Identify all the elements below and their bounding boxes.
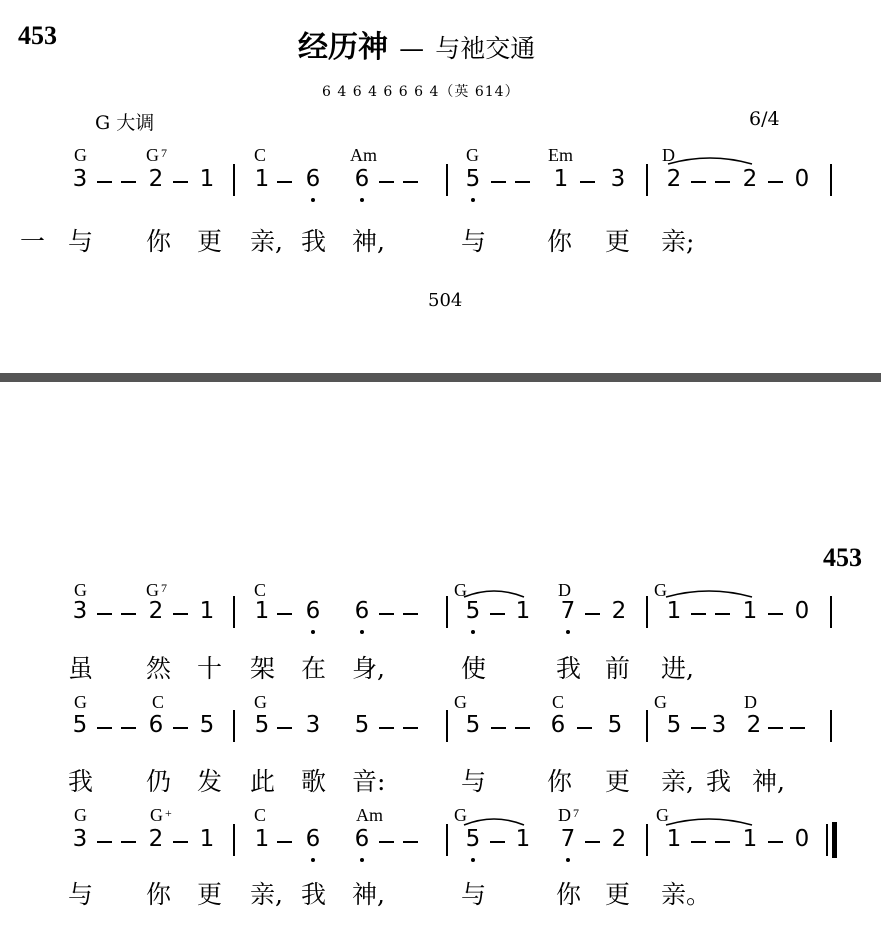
lyric: 前	[605, 654, 631, 683]
chord-symbol: G $^7$	[146, 145, 167, 165]
lyric: 你	[547, 767, 573, 796]
tie-arc	[664, 813, 756, 827]
lyric: 与	[68, 880, 94, 909]
dash	[403, 727, 418, 729]
chord-symbol: G	[454, 692, 467, 712]
dash	[97, 841, 112, 843]
dash	[691, 727, 706, 729]
lyric: 神,	[352, 880, 385, 909]
chord-symbol: Am	[356, 805, 383, 825]
dash	[97, 181, 112, 183]
lyric: 亲,	[250, 227, 283, 256]
lyric: 你	[146, 880, 172, 909]
low-octave-dot	[471, 198, 475, 202]
barline	[446, 164, 448, 196]
note: 3	[72, 826, 88, 852]
note: 5	[354, 712, 370, 738]
low-octave-dot	[360, 630, 364, 634]
note: 1	[254, 826, 270, 852]
note: 5	[465, 166, 481, 192]
note: 1	[742, 598, 758, 624]
note: 6	[354, 598, 370, 624]
barline	[830, 596, 832, 628]
low-octave-dot	[311, 198, 315, 202]
note: 0	[794, 598, 810, 624]
low-octave-dot	[471, 858, 475, 862]
barline	[233, 710, 235, 742]
lyric: 你	[556, 880, 582, 909]
note: 3	[305, 712, 321, 738]
dash	[715, 613, 730, 615]
dash	[403, 841, 418, 843]
dash	[121, 613, 136, 615]
note: 2	[742, 166, 758, 192]
lyric: 更	[605, 880, 631, 909]
chord-symbol: G	[74, 692, 87, 712]
lyric: 我	[706, 767, 732, 796]
title-separator: —	[399, 34, 425, 63]
low-octave-dot	[311, 630, 315, 634]
chord-symbol: G	[656, 805, 669, 825]
time-signature: 6/4	[749, 108, 780, 130]
chord-symbol: G $^7$	[146, 580, 167, 600]
dash	[277, 841, 292, 843]
low-octave-dot	[471, 630, 475, 634]
dash	[515, 727, 530, 729]
dash	[585, 613, 600, 615]
barline	[233, 824, 235, 856]
final-barline-thick	[832, 822, 837, 858]
dash	[768, 727, 783, 729]
dash	[379, 841, 394, 843]
chord-symbol: G	[454, 580, 467, 600]
dash	[97, 727, 112, 729]
lyric: 亲。	[661, 880, 712, 909]
note: 1	[254, 166, 270, 192]
chord-symbol: C	[254, 805, 267, 825]
dash	[173, 841, 188, 843]
dash	[691, 841, 706, 843]
dash	[715, 841, 730, 843]
dash	[379, 727, 394, 729]
dash	[790, 727, 805, 729]
low-octave-dot	[566, 858, 570, 862]
dash	[403, 613, 418, 615]
low-octave-dot	[566, 630, 570, 634]
lyric: 与	[461, 227, 487, 256]
tie-arc	[666, 152, 756, 166]
note: 7	[560, 826, 576, 852]
lyric: 亲,	[250, 880, 283, 909]
note: 2	[148, 166, 164, 192]
page-divider	[0, 373, 881, 382]
note: 1	[199, 166, 215, 192]
note: 1	[666, 598, 682, 624]
lyric: 进,	[661, 654, 694, 683]
dash	[515, 181, 530, 183]
chord-symbol: Em	[548, 145, 573, 165]
meter-line: 6 4 6 4 6 6 6 4（英 614）	[322, 84, 520, 100]
dash	[580, 181, 595, 183]
dash	[173, 181, 188, 183]
lyric: 与	[68, 227, 94, 256]
chord-symbol: G	[74, 580, 87, 600]
lyric: 神,	[352, 227, 385, 256]
lyric: 架	[250, 654, 276, 683]
lyric: 音:	[352, 767, 386, 796]
tie-arc	[664, 585, 756, 599]
chord-symbol: G	[454, 805, 467, 825]
chord-symbol: C	[254, 145, 267, 165]
note: 7	[560, 598, 576, 624]
note: 1	[515, 826, 531, 852]
note: 6	[305, 826, 321, 852]
chord-symbol: G	[466, 145, 479, 165]
chord-symbol: G	[654, 580, 667, 600]
dash	[379, 181, 394, 183]
barline	[646, 596, 648, 628]
chord-symbol: C	[552, 692, 565, 712]
barline	[830, 164, 832, 196]
note: 5	[465, 598, 481, 624]
dash	[768, 613, 783, 615]
lyric: 与	[461, 767, 487, 796]
note: 3	[72, 598, 88, 624]
note: 2	[148, 598, 164, 624]
lyric: 神,	[752, 767, 785, 796]
note: 5	[465, 826, 481, 852]
lyric: 在	[301, 654, 327, 683]
barline	[446, 710, 448, 742]
barline	[233, 164, 235, 196]
dash	[490, 841, 505, 843]
note: 0	[794, 826, 810, 852]
note: 1	[515, 598, 531, 624]
dash	[379, 613, 394, 615]
note: 1	[666, 826, 682, 852]
lyric: 你	[146, 227, 172, 256]
barline	[646, 824, 648, 856]
page-number: 504	[428, 290, 463, 311]
note: 6	[550, 712, 566, 738]
hymn-number: 453	[18, 21, 57, 50]
note: 5	[254, 712, 270, 738]
key-signature: G 大调	[95, 112, 155, 134]
lyric: 更	[605, 227, 631, 256]
lyric: 我	[301, 880, 327, 909]
lyric: 使	[461, 654, 487, 683]
low-octave-dot	[360, 198, 364, 202]
lyric: 我	[68, 767, 94, 796]
barline	[830, 710, 832, 742]
note: 6	[305, 598, 321, 624]
note: 1	[199, 826, 215, 852]
note: 2	[148, 826, 164, 852]
dash	[121, 181, 136, 183]
lyric: 你	[547, 227, 573, 256]
chord-symbol: G	[254, 692, 267, 712]
lyric: 亲,	[661, 767, 694, 796]
lyric: 虽	[68, 654, 94, 683]
note: 2	[611, 598, 627, 624]
note: 1	[199, 598, 215, 624]
dash	[277, 727, 292, 729]
dash	[173, 613, 188, 615]
note: 6	[354, 826, 370, 852]
dash	[491, 181, 506, 183]
barline	[233, 596, 235, 628]
dash	[277, 613, 292, 615]
dash	[768, 181, 783, 183]
hymn-title	[298, 22, 535, 66]
low-octave-dot	[360, 858, 364, 862]
chord-symbol: G	[74, 805, 87, 825]
title-main: 经历神	[298, 30, 388, 65]
lyric: 更	[197, 880, 223, 909]
chord-symbol: Am	[350, 145, 377, 165]
note: 3	[711, 712, 727, 738]
lyric: 亲;	[661, 227, 695, 256]
note: 1	[553, 166, 569, 192]
chord-symbol: D	[744, 692, 757, 712]
dash	[277, 181, 292, 183]
note: 2	[611, 826, 627, 852]
barline	[446, 824, 448, 856]
barline	[446, 596, 448, 628]
lyric: 更	[605, 767, 631, 796]
chord-symbol: C	[254, 580, 267, 600]
final-barline-thin	[826, 824, 828, 856]
chord-symbol: D	[558, 580, 571, 600]
note: 2	[746, 712, 762, 738]
lyric: 此	[250, 767, 276, 796]
dash	[121, 727, 136, 729]
lyric: 然	[146, 654, 172, 683]
tie-arc	[462, 813, 528, 827]
note: 6	[354, 166, 370, 192]
lyric: 发	[197, 767, 223, 796]
lyric: 仍	[146, 767, 172, 796]
dash	[173, 727, 188, 729]
dash	[691, 181, 706, 183]
dash	[768, 841, 783, 843]
dash	[715, 181, 730, 183]
chord-symbol: G	[654, 692, 667, 712]
chord-symbol: D	[662, 145, 675, 165]
dash	[491, 727, 506, 729]
chord-symbol: G +	[150, 805, 172, 825]
note: 1	[742, 826, 758, 852]
barline	[646, 164, 648, 196]
note: 5	[666, 712, 682, 738]
note: 3	[72, 166, 88, 192]
barline	[646, 710, 648, 742]
lyric: 更	[197, 227, 223, 256]
chord-symbol: G	[74, 145, 87, 165]
tie-arc	[462, 585, 528, 599]
note: 5	[465, 712, 481, 738]
note: 2	[666, 166, 682, 192]
dash	[97, 613, 112, 615]
note: 3	[610, 166, 626, 192]
note: 6	[305, 166, 321, 192]
dash	[403, 181, 418, 183]
lyric: 与	[461, 880, 487, 909]
lyric: 我	[301, 227, 327, 256]
hymn-number-bottom: 453	[823, 543, 862, 572]
lyric: 一	[20, 227, 46, 256]
note: 5	[72, 712, 88, 738]
note: 1	[254, 598, 270, 624]
dash	[691, 613, 706, 615]
lyric: 身,	[352, 654, 385, 683]
dash	[121, 841, 136, 843]
title-sub: 与祂交通	[435, 34, 536, 63]
chord-symbol: C	[152, 692, 165, 712]
dash	[585, 841, 600, 843]
dash	[577, 727, 592, 729]
note: 6	[148, 712, 164, 738]
note: 0	[794, 166, 810, 192]
lyric: 我	[556, 654, 582, 683]
lyric: 十	[197, 654, 223, 683]
low-octave-dot	[311, 858, 315, 862]
note: 5	[199, 712, 215, 738]
lyric: 歌	[301, 767, 327, 796]
dash	[490, 613, 505, 615]
chord-symbol: D $^7$	[558, 805, 579, 825]
note: 5	[607, 712, 623, 738]
